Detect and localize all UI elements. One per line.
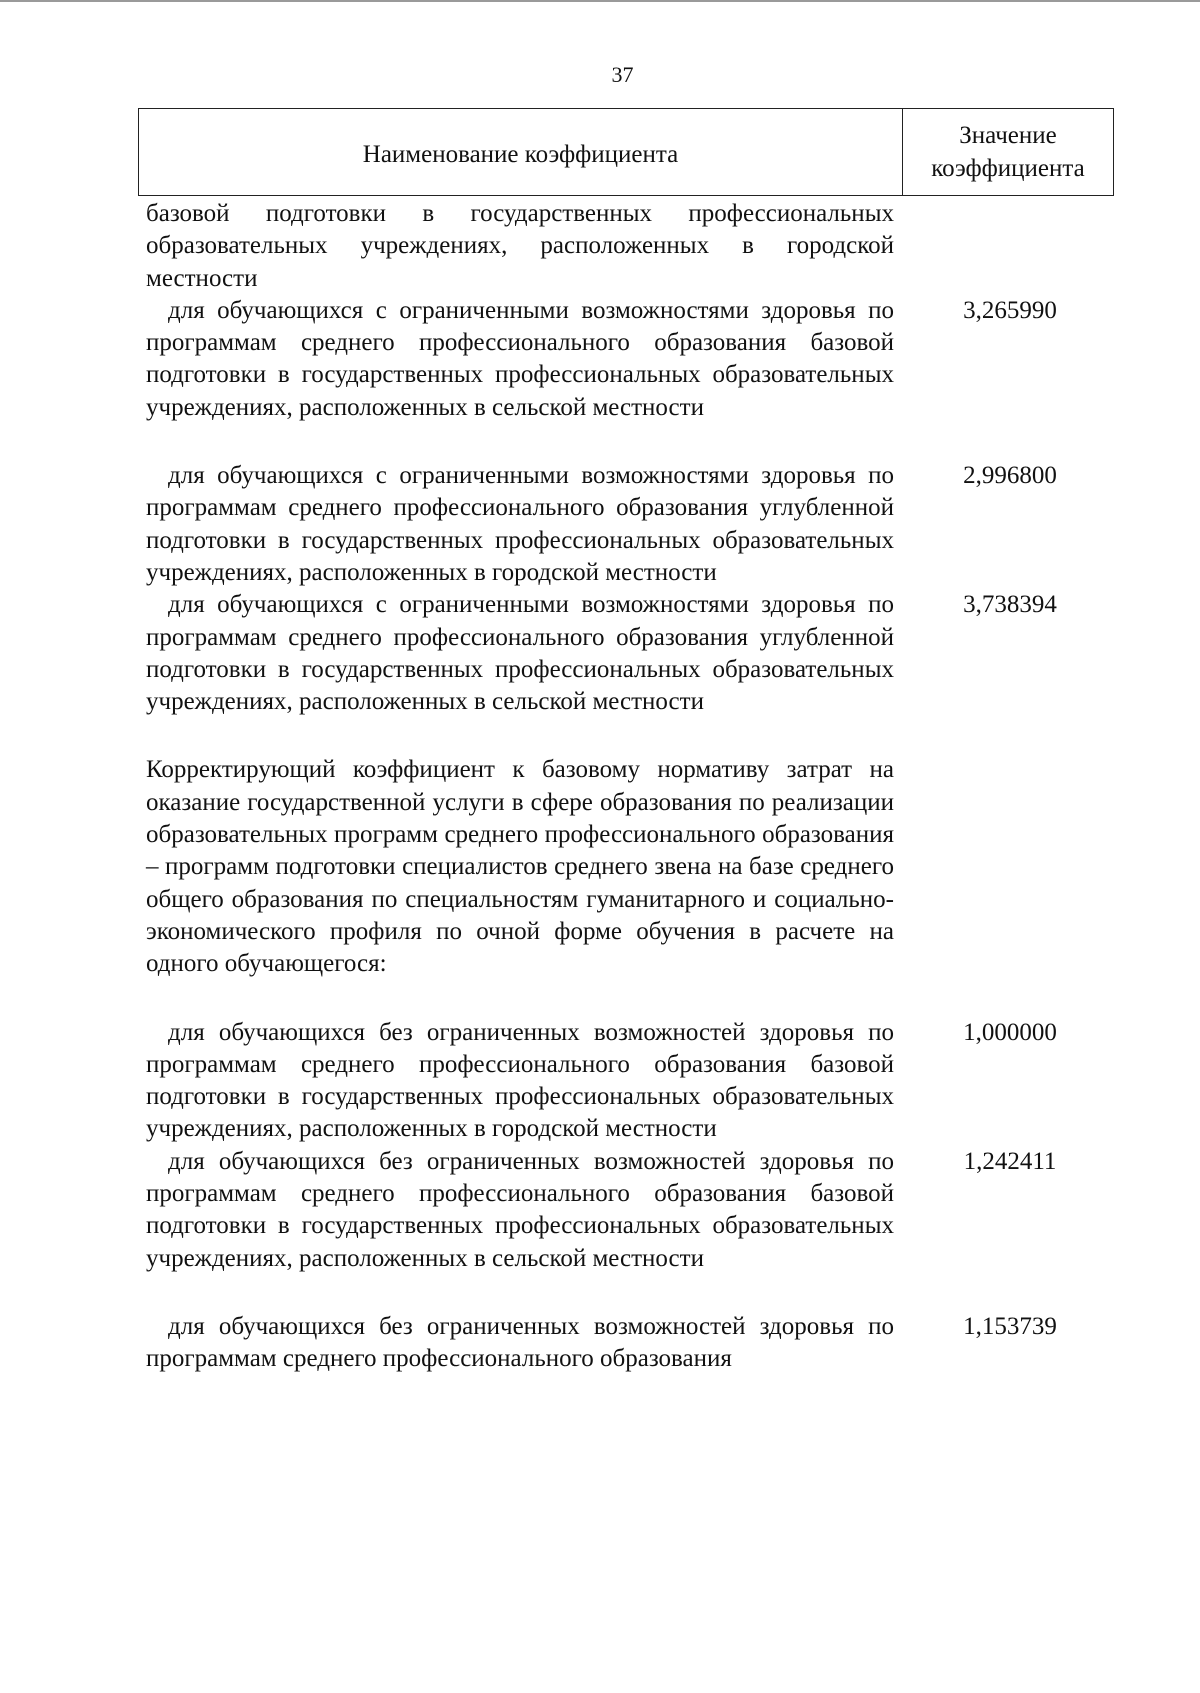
column-header-value-line1: Значение [959, 122, 1057, 149]
coefficient-value: 1,000000 [963, 1018, 1057, 1046]
coefficient-description: базовой подготовки в государственных профессиональных образовательных учреждениях, расположенных в городской местности [146, 200, 894, 292]
coefficient-value: 1,242411 [963, 1147, 1057, 1175]
table-row [146, 1311, 1146, 1376]
coefficient-description: для обучающихся с ограниченными возможностями здоровья по программам среднего профессионального образования углубленной подготовки в государственных профессиональных образовательных учреждениях, расположенных в городской местности [146, 462, 894, 586]
coefficient-description: для обучающихся без ограниченных возможностей здоровья по программам среднего профессионального образования базовой подготовки в государственных профессиональных образовательных учреждениях, расположенных в сельской местности [146, 1147, 894, 1272]
coefficient-value: 3,265990 [963, 296, 1057, 324]
coefficient-group-heading: Корректирующий коэффициент к базовому нормативу затрат на оказание государственной услуги в сфере образования по реализации образовательных программ среднего профессионального образования – программ подготовки специалистов среднего звена на базе среднего общего образования по специальностям гуманитарного и социально-экономического профиля по очной форме обучения в расчете на одного обучающегося: [146, 756, 894, 978]
table-row [146, 1146, 1146, 1275]
coefficient-value: 2,996800 [963, 462, 1057, 490]
row-spacer [146, 424, 1146, 460]
coefficient-description: для обучающихся с ограниченными возможностями здоровья по программам среднего профессионального образования углубленной подготовки в государственных профессиональных образовательных учреждениях, расположенных в сельской местности [146, 591, 894, 716]
coefficient-description: для обучающихся с ограниченными возможностями здоровья по программам среднего профессионального образования базовой подготовки в государственных профессиональных образовательных учреждениях, расположенных в сельской местности [146, 296, 894, 421]
column-header-name: Наименование коэффициента [139, 109, 903, 195]
table-row [146, 198, 1146, 295]
table-row [146, 460, 1146, 589]
table-row [146, 589, 1146, 718]
top-edge-rule [0, 0, 1200, 2]
row-spacer [146, 981, 1146, 1017]
coefficient-value: 3,738394 [963, 591, 1057, 619]
table-header [138, 108, 1114, 196]
coefficient-value: 1,153739 [963, 1312, 1057, 1340]
column-header-value [903, 109, 1113, 195]
page-number: 37 [611, 62, 634, 87]
column-header-value-line2: коэффициента [931, 155, 1085, 182]
row-spacer [146, 1275, 1146, 1311]
table-row [146, 295, 1146, 424]
coefficient-description: для обучающихся без ограниченных возможностей здоровья по программам среднего профессионального образования [146, 1312, 894, 1373]
coefficient-description: для обучающихся без ограниченных возможностей здоровья по программам среднего профессионального образования базовой подготовки в государственных профессиональных образовательных учреждениях, расположенных в городской местности [146, 1018, 894, 1143]
table-row [146, 1017, 1146, 1146]
table-row [146, 754, 1146, 980]
table-body [146, 198, 1146, 1376]
row-spacer [146, 718, 1146, 754]
